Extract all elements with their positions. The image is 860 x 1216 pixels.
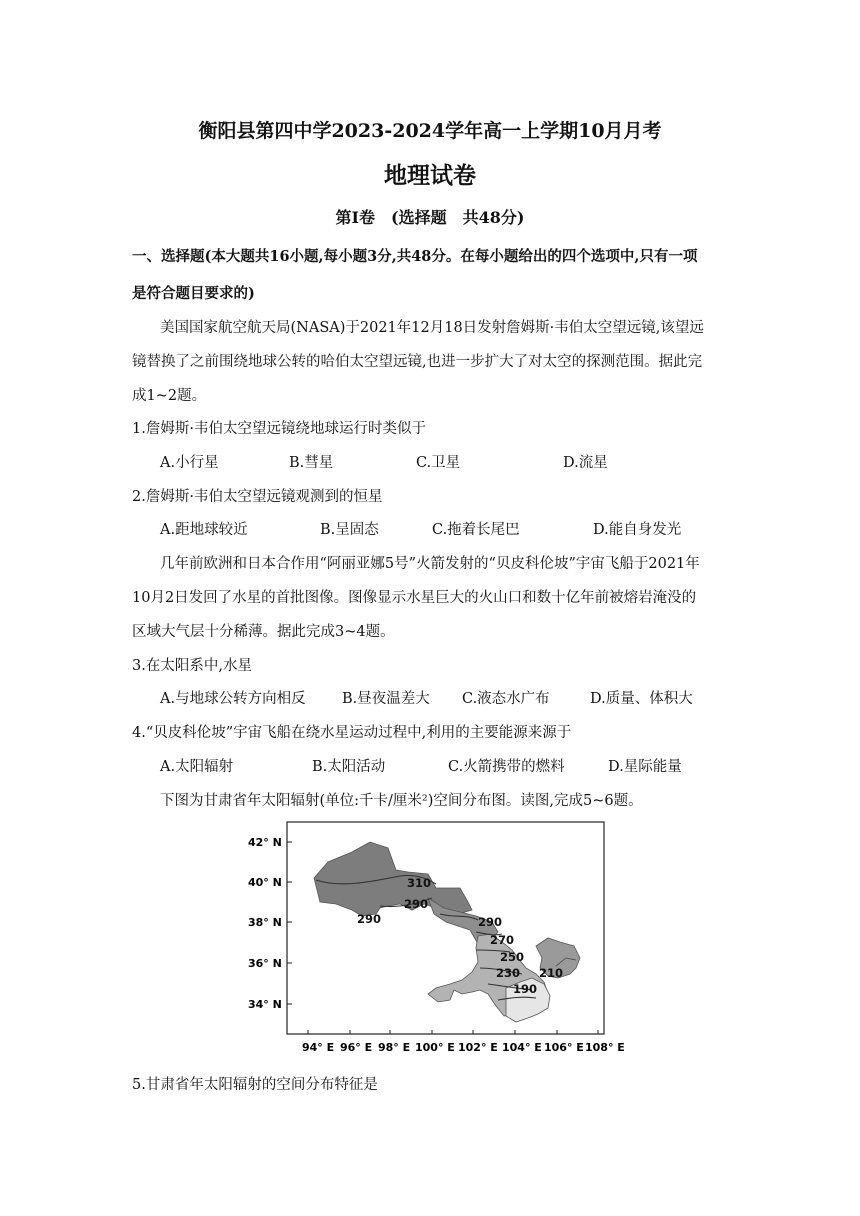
exam-subject-title: 地理试卷: [384, 162, 476, 189]
question-4-option-c: C.火箭携带的燃料: [448, 759, 565, 775]
question-2-option-c: C.拖着长尾巴: [432, 522, 520, 538]
passage-2-line-1: 几年前欧洲和日本合作用“阿丽亚娜5号”火箭发射的“贝皮科伦坡”宇宙飞船于2021年: [160, 556, 700, 572]
question-3-option-a: A.与地球公转方向相反: [160, 691, 306, 707]
question-3-option-d: D.质量、体积大: [590, 691, 693, 707]
contour-label-210: 210: [539, 966, 564, 980]
passage-2-line-2: 10月2日发回了水星的首批图像。图像显示水星巨大的火山口和数十亿年前被熔岩淹没的: [132, 590, 697, 606]
lat-label-38: 38° N: [248, 916, 282, 929]
passage-1-line-1: 美国国家航空航天局(NASA)于2021年12月18日发射詹姆斯·韦伯太空望远镜,该望远: [160, 320, 704, 336]
question-3-option-c: C.液态水广布: [462, 691, 550, 707]
lat-label-36: 36° N: [248, 957, 282, 970]
question-1-option-b: B.彗星: [289, 455, 334, 471]
passage-3-line-1: 下图为甘肃省年太阳辐射(单位:千卡/厘米²)空间分布图。读图,完成5~6题。: [160, 793, 643, 809]
lon-label-106: 106° E: [544, 1041, 584, 1054]
lon-label-96: 96° E: [340, 1041, 373, 1054]
exam-school-title: 衡阳县第四中学2023-2024学年高一上学期10月月考: [198, 120, 662, 142]
lon-label-98: 98° E: [378, 1041, 411, 1054]
contour-label-310: 310: [407, 876, 432, 890]
lon-label-102: 102° E: [458, 1041, 498, 1054]
contour-label-270: 270: [490, 933, 515, 947]
contour-label-290-b: 290: [357, 912, 382, 926]
question-1-option-a: A.小行星: [160, 455, 219, 471]
contour-label-230: 230: [496, 966, 521, 980]
lat-label-40: 40° N: [248, 876, 282, 889]
lon-label-100: 100° E: [415, 1041, 455, 1054]
question-4-option-b: B.太阳活动: [312, 759, 386, 775]
instructions-line-2: 是符合题目要求的): [132, 285, 255, 302]
contour-label-190: 190: [513, 982, 538, 996]
contour-label-290-c: 290: [478, 915, 503, 929]
question-1-option-d: D.流星: [563, 455, 608, 471]
contour-label-290-a: 290: [404, 897, 429, 911]
latitude-labels: [248, 836, 292, 1011]
gansu-solar-radiation-map: [240, 818, 625, 1058]
passage-1-line-3: 成1~2题。: [132, 388, 207, 404]
question-1-stem: 1.詹姆斯·韦伯太空望远镜绕地球运行时类似于: [132, 421, 426, 437]
map-frame: [287, 822, 604, 1034]
question-4-option-a: A.太阳辐射: [160, 759, 234, 775]
question-3-stem: 3.在太阳系中,水星: [132, 658, 252, 674]
lat-label-34: 34° N: [248, 998, 282, 1011]
question-2-option-a: A.距地球较近: [160, 522, 248, 538]
question-2-option-b: B.呈固态: [320, 522, 379, 538]
question-2-option-d: D.能自身发光: [593, 522, 682, 538]
question-1-option-c: C.卫星: [416, 455, 461, 471]
lon-label-94: 94° E: [302, 1041, 335, 1054]
lon-label-108: 108° E: [585, 1041, 625, 1054]
question-3-option-b: B.昼夜温差大: [342, 691, 430, 707]
question-4-stem: 4.“贝皮科伦坡”宇宙飞船在绕水星运动过程中,利用的主要能源来源于: [132, 725, 572, 741]
question-5-stem: 5.甘肃省年太阳辐射的空间分布特征是: [132, 1077, 378, 1093]
instructions-line-1: 一、选择题(本大题共16小题,每小题3分,共48分。在每小题给出的四个选项中,只有一项: [132, 248, 698, 265]
passage-1-line-2: 镜替换了之前围绕地球公转的哈伯太空望远镜,也进一步扩大了对太空的探测范围。据此完: [132, 354, 703, 370]
section-title: 第Ⅰ卷 (选择题 共48分): [335, 208, 525, 227]
question-2-stem: 2.詹姆斯·韦伯太空望远镜观测到的恒星: [132, 489, 383, 505]
passage-2-line-3: 区域大气层十分稀薄。据此完成3~4题。: [132, 624, 395, 640]
lon-label-104: 104° E: [502, 1041, 542, 1054]
question-4-option-d: D.星际能量: [608, 759, 682, 775]
contour-label-250: 250: [500, 950, 525, 964]
lat-label-42: 42° N: [248, 836, 282, 849]
